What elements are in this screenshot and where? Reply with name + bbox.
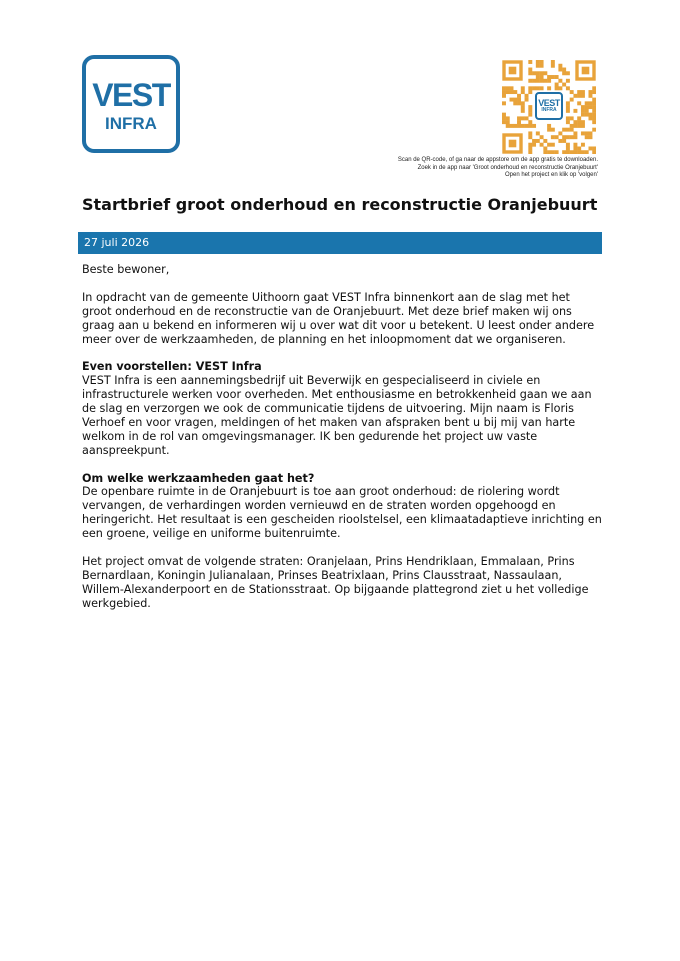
- qr-module: [585, 105, 589, 109]
- vest-infra-logo: [82, 55, 180, 153]
- qr-module: [536, 86, 540, 90]
- qr-module: [521, 90, 525, 94]
- qr-badge-text-vest: VEST: [538, 98, 560, 108]
- qr-module: [521, 86, 525, 90]
- qr-module: [551, 135, 555, 139]
- qr-module: [555, 150, 559, 154]
- qr-module: [532, 139, 536, 143]
- qr-module: [555, 86, 559, 90]
- qr-module: [528, 60, 532, 64]
- qr-module: [551, 75, 555, 79]
- qr-module: [573, 94, 577, 98]
- intro-paragraph: In opdracht van de gemeente Uithoorn gaat VEST Infra binnenkort aan de slag met het groot onderhoud en de reconstructie van de Oranjebuurt. Met deze brief maken wij ons graag aan u bekend en informeren wij u over wat dit voor u betekent. U leest onder andere meer over de werkzaamheden, de planning en het inloopmoment dat we organiseren.: [82, 290, 595, 346]
- qr-module: [573, 109, 577, 113]
- qr-module: [566, 128, 570, 132]
- qr-module: [570, 150, 574, 154]
- qr-module: [510, 124, 514, 128]
- qr-caption-line-2: Zoek in de app naar 'Groot onderhoud en reconstructie Oranjebuurt': [417, 164, 598, 171]
- qr-module: [558, 79, 562, 83]
- qr-module: [555, 75, 559, 79]
- qr-module: [506, 124, 510, 128]
- qr-module: [525, 116, 529, 120]
- qr-module: [502, 113, 506, 117]
- qr-module: [558, 64, 562, 68]
- qr-module: [547, 150, 551, 154]
- salutation: Beste bewoner,: [82, 263, 170, 276]
- qr-module: [540, 60, 544, 64]
- qr-module: [566, 143, 570, 147]
- qr-module: [555, 83, 559, 87]
- qr-module: [573, 143, 577, 147]
- qr-module: [558, 68, 562, 72]
- qr-module: [573, 120, 577, 124]
- qr-module: [562, 68, 566, 72]
- qr-module: [566, 79, 570, 83]
- qr-module: [551, 143, 555, 147]
- qr-module: [547, 79, 551, 83]
- qr-module: [525, 98, 529, 102]
- qr-module: [521, 109, 525, 113]
- qr-module: [528, 105, 532, 109]
- qr-module: [540, 79, 544, 83]
- qr-module: [592, 98, 596, 102]
- qr-module: [551, 150, 555, 154]
- qr-module: [528, 113, 532, 117]
- qr-module: [577, 94, 581, 98]
- qr-module: [536, 64, 540, 68]
- qr-module: [570, 124, 574, 128]
- qr-module: [525, 124, 529, 128]
- qr-module: [528, 150, 532, 154]
- qr-module: [521, 101, 525, 105]
- qr-module: [588, 116, 592, 120]
- qr-module: [532, 124, 536, 128]
- qr-module: [555, 135, 559, 139]
- qr-module: [577, 101, 581, 105]
- qr-module: [536, 139, 540, 143]
- qr-module: [528, 143, 532, 147]
- qr-module: [517, 98, 521, 102]
- qr-module: [585, 135, 589, 139]
- qr-module: [510, 86, 514, 90]
- logo-text-vest: VEST: [92, 77, 170, 113]
- qr-module: [566, 71, 570, 75]
- qr-module: [585, 109, 589, 113]
- qr-module: [502, 120, 506, 124]
- qr-module: [543, 146, 547, 150]
- qr-module: [592, 128, 596, 132]
- qr-module: [528, 79, 532, 83]
- qr-module: [577, 90, 581, 94]
- qr-module: [543, 71, 547, 75]
- qr-center-logo: [535, 92, 563, 120]
- qr-module: [540, 64, 544, 68]
- qr-module: [547, 86, 551, 90]
- qr-module: [540, 143, 544, 147]
- qr-badge-text-infra: INFRA: [541, 107, 557, 113]
- qr-module: [566, 135, 570, 139]
- qr-module: [506, 90, 510, 94]
- qr-module: [510, 98, 514, 102]
- qr-module: [570, 90, 574, 94]
- qr-module: [573, 124, 577, 128]
- qr-module: [588, 146, 592, 150]
- qr-module: [592, 116, 596, 120]
- qr-module: [570, 135, 574, 139]
- qr-module: [592, 120, 596, 124]
- qr-module: [543, 150, 547, 154]
- qr-module: [592, 150, 596, 154]
- qr-module: [581, 105, 585, 109]
- qr-module: [588, 113, 592, 117]
- qr-module: [517, 116, 521, 120]
- qr-module: [513, 90, 517, 94]
- qr-module: [528, 131, 532, 135]
- qr-module: [570, 98, 574, 102]
- qr-module: [558, 131, 562, 135]
- qr-module: [570, 116, 574, 120]
- qr-module: [573, 131, 577, 135]
- qr-module: [517, 94, 521, 98]
- qr-module: [562, 83, 566, 87]
- qr-module: [536, 60, 540, 64]
- qr-caption-line-1: Scan de QR-code, of ga naar de appstore om de app gratis te downloaden.: [397, 157, 598, 163]
- qr-module: [577, 120, 581, 124]
- qr-module: [581, 109, 585, 113]
- qr-module: [517, 120, 521, 124]
- qr-module: [566, 105, 570, 109]
- qr-module: [532, 71, 536, 75]
- qr-module: [513, 101, 517, 105]
- qr-module: [562, 135, 566, 139]
- qr-module: [573, 150, 577, 154]
- qr-module: [566, 116, 570, 120]
- qr-module: [585, 101, 589, 105]
- qr-module: [566, 101, 570, 105]
- qr-module: [573, 135, 577, 139]
- qr-caption-line-3: Open het project en klik op 'volgen': [504, 172, 598, 178]
- qr-module: [581, 94, 585, 98]
- qr-module: [532, 143, 536, 147]
- qr-module: [570, 128, 574, 132]
- qr-module: [528, 120, 532, 124]
- qr-module: [502, 101, 506, 105]
- qr-module: [528, 71, 532, 75]
- qr-module: [547, 128, 551, 132]
- qr-module: [581, 150, 585, 154]
- qr-module: [536, 131, 540, 135]
- qr-module: [562, 139, 566, 143]
- qr-module: [506, 86, 510, 90]
- qr-module: [581, 120, 585, 124]
- qr-module: [528, 135, 532, 139]
- qr-module: [573, 146, 577, 150]
- qr-module: [592, 105, 596, 109]
- qr-module: [592, 113, 596, 117]
- qr-module: [543, 139, 547, 143]
- qr-module: [521, 116, 525, 120]
- qr-module: [581, 90, 585, 94]
- qr-module: [588, 135, 592, 139]
- qr-module: [592, 101, 596, 105]
- qr-module: [506, 120, 510, 124]
- date-bar: [78, 232, 602, 254]
- qr-module: [562, 150, 566, 154]
- qr-module: [558, 86, 562, 90]
- qr-module: [528, 109, 532, 113]
- qr-module: [577, 150, 581, 154]
- qr-module: [551, 60, 555, 64]
- qr-module: [540, 71, 544, 75]
- qr-module: [502, 94, 506, 98]
- qr-module: [585, 131, 589, 135]
- qr-module: [528, 86, 532, 90]
- qr-module: [585, 113, 589, 117]
- qr-module: [540, 135, 544, 139]
- qr-module: [558, 139, 562, 143]
- qr-module: [547, 75, 551, 79]
- qr-module: [532, 79, 536, 83]
- qr-module: [588, 105, 592, 109]
- qr-module: [551, 128, 555, 132]
- logo-text-infra: INFRA: [105, 114, 157, 133]
- qr-module: [513, 124, 517, 128]
- qr-module: [566, 86, 570, 90]
- qr-module: [566, 120, 570, 124]
- qr-module: [510, 90, 514, 94]
- qr-module: [536, 79, 540, 83]
- qr-module: [532, 86, 536, 90]
- qr-caption: [298, 157, 598, 180]
- qr-module: [536, 71, 540, 75]
- qr-module: [502, 116, 506, 120]
- qr-module: [588, 94, 592, 98]
- qr-module: [521, 124, 525, 128]
- qr-module: [540, 75, 544, 79]
- qr-module: [581, 143, 585, 147]
- qr-module: [506, 116, 510, 120]
- qr-module: [521, 105, 525, 109]
- qr-module: [562, 128, 566, 132]
- streets-paragraph: Het project omvat de volgende straten: Oranjelaan, Prins Hendriklaan, Emmalaan, Prins Bernardlaan, Koningin Julianalaan, Prinses Beatrixlaan, Prins Clausstraat, Nassaulaan, Willem-Alexanderpoort en de Stationsstraat. Op bijgaande plattegrond ziet u het volledige werkgebied.: [82, 554, 589, 610]
- qr-module: [592, 109, 596, 113]
- qr-module: [592, 146, 596, 150]
- qr-module: [528, 124, 532, 128]
- qr-module: [588, 131, 592, 135]
- qr-module: [588, 101, 592, 105]
- qr-module: [525, 94, 529, 98]
- qr-module: [566, 146, 570, 150]
- qr-module: [502, 86, 506, 90]
- section-heading-introduction: Even voorstellen: VEST Infra: [82, 360, 262, 374]
- qr-module: [577, 146, 581, 150]
- qr-module: [547, 143, 551, 147]
- qr-module: [540, 86, 544, 90]
- section-body-introduction: VEST Infra is een aannemingsbedrijf uit Beverwijk en gespecialiseerd in civiele en infrastructurele werken voor overheden. Met enthousiasme en betrokkenheid gaan we aan de slag en verzorgen we ook de communicatie tijdens de uitvoering. Mijn naam is Floris Verhoef en voor vragen, meldingen of het maken van afspraken bent u bij mij van harte welkom in de rol van omgevingsmanager. IK ben gedurende het project uw vaste aanspreekpunt.: [82, 374, 592, 457]
- qr-module: [581, 131, 585, 135]
- qr-module: [562, 71, 566, 75]
- qr-module: [502, 90, 506, 94]
- qr-module: [585, 150, 589, 154]
- qr-module: [517, 101, 521, 105]
- qr-module: [592, 86, 596, 90]
- section-heading-works: Om welke werkzaamheden gaat het?: [82, 471, 315, 485]
- qr-module: [588, 90, 592, 94]
- letter-body: [82, 263, 602, 624]
- qr-module: [581, 124, 585, 128]
- section-body-works: De openbare ruimte in de Oranjebuurt is toe aan groot onderhoud: de riolering wordt vervangen, de verhardingen worden vernieuwd en de straten worden opgehoogd en heringericht. Het resultaat is een gescheiden rioolstelsel, een klimaatadaptieve inrichting en een groene, veilige en uniforme buitenruimte.: [82, 485, 602, 541]
- qr-module: [592, 90, 596, 94]
- qr-module: [513, 98, 517, 102]
- letter-date: 27 juli 2026: [84, 236, 150, 249]
- qr-module: [547, 124, 551, 128]
- qr-module: [528, 146, 532, 150]
- qr-module: [566, 109, 570, 113]
- qr-module: [543, 79, 547, 83]
- qr-module: [528, 68, 532, 72]
- letter-title: Startbrief groot onderhoud en reconstructie Oranjebuurt: [82, 195, 598, 214]
- qr-module: [566, 150, 570, 154]
- qr-module: [581, 113, 585, 117]
- qr-module: [577, 116, 581, 120]
- qr-module: [536, 75, 540, 79]
- qr-module: [517, 124, 521, 128]
- qr-module: [551, 64, 555, 68]
- qr-module: [577, 124, 581, 128]
- qr-module: [528, 90, 532, 94]
